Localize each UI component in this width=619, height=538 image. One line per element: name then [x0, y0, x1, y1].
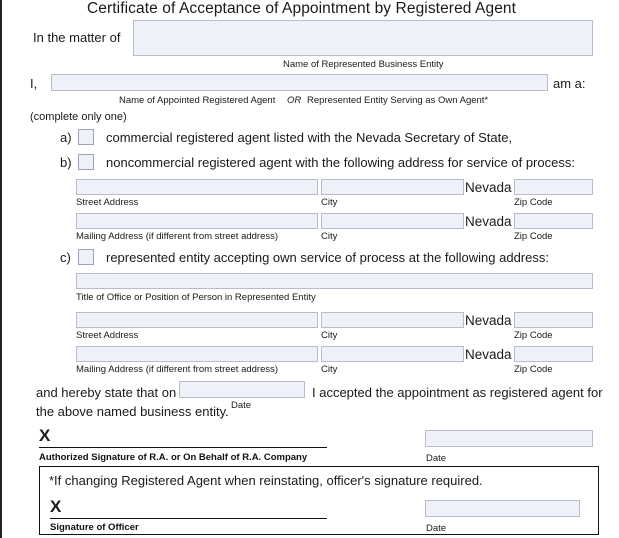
option-b-mailing-city-input[interactable] — [321, 213, 464, 229]
option-a-checkbox[interactable] — [78, 129, 94, 145]
option-b-city-caption: City — [321, 197, 338, 208]
option-b-mailing-caption: Mailing Address (if different from street address) — [76, 231, 279, 242]
option-c-label: represented entity accepting own service of process at the following address: — [106, 250, 549, 265]
option-c-mailing-city-caption: City — [321, 364, 338, 375]
option-c-mailing-zip-input[interactable] — [514, 346, 593, 362]
agent-signature-caption: Authorized Signature of R.A. or On Behalf of R.A. Company — [39, 452, 308, 463]
appointed-agent-caption-or: OR — [287, 95, 302, 106]
option-c-mailing-caption: Mailing Address (if different from street address) — [76, 364, 279, 375]
option-c-mailing-state-label: Nevada — [465, 347, 512, 362]
agent-signature-date-input[interactable] — [425, 430, 593, 447]
option-c-zip-caption: Zip Code — [514, 330, 553, 341]
officer-notice-text: *If changing Registered Agent when reinstating, officer's signature required. — [49, 473, 483, 488]
officer-signature-line[interactable] — [50, 518, 327, 519]
statement-part3: the above named business entity. — [36, 404, 229, 419]
option-c-city-caption: City — [321, 330, 338, 341]
option-c-mailing-zip-caption: Zip Code — [514, 364, 553, 375]
officer-signature-x-mark: X — [50, 497, 62, 516]
am-a-label: am a: — [553, 76, 586, 91]
option-c-checkbox[interactable] — [78, 249, 94, 265]
option-b-checkbox[interactable] — [78, 154, 94, 170]
agent-line-prefix: I, — [30, 76, 38, 91]
complete-only-one-instruction: (complete only one) — [30, 111, 127, 123]
option-c-title-of-office-caption: Title of Office or Position of Person in Represented Entity — [76, 292, 316, 303]
appointed-agent-caption: Name of Appointed Registered Agent — [119, 95, 276, 106]
option-c-marker: c) — [60, 250, 71, 265]
option-b-mailing-zip-input[interactable] — [514, 213, 593, 229]
option-b-city-input[interactable] — [321, 179, 464, 195]
option-b-street-caption: Street Address — [76, 197, 139, 208]
option-c-mailing-city-input[interactable] — [321, 346, 464, 362]
option-c-state-label: Nevada — [465, 313, 512, 328]
agent-signature-date-caption: Date — [426, 453, 447, 464]
option-b-state-label: Nevada — [465, 180, 512, 195]
option-c-street-input[interactable] — [76, 312, 318, 328]
agent-signature-line[interactable] — [39, 447, 327, 448]
business-entity-name-input[interactable] — [133, 20, 593, 56]
option-c-title-of-office-input[interactable] — [76, 273, 593, 289]
option-b-label: noncommercial registered agent with the following address for service of process: — [106, 155, 575, 170]
option-b-marker: b) — [60, 155, 72, 170]
officer-signature-caption: Signature of Officer — [50, 522, 139, 533]
option-c-zip-input[interactable] — [514, 312, 593, 328]
option-c-street-caption: Street Address — [76, 330, 139, 341]
option-a-label: commercial registered agent listed with the Nevada Secretary of State, — [106, 130, 513, 145]
option-b-mailing-input[interactable] — [76, 213, 318, 229]
page-title: Certificate of Acceptance of Appointment by Registered Agent — [87, 0, 517, 17]
option-b-mailing-zip-caption: Zip Code — [514, 231, 553, 242]
acceptance-date-caption: Date — [231, 400, 252, 411]
statement-part1: and hereby state that on — [36, 385, 177, 400]
registered-agent-name-input[interactable] — [51, 74, 548, 91]
option-b-street-input[interactable] — [76, 179, 318, 195]
option-b-zip-caption: Zip Code — [514, 197, 553, 208]
option-b-zip-input[interactable] — [514, 179, 593, 195]
in-the-matter-of-label: In the matter of — [33, 30, 121, 45]
own-agent-caption: Represented Entity Serving as Own Agent* — [307, 95, 489, 106]
option-c-mailing-input[interactable] — [76, 346, 318, 362]
option-b-mailing-state-label: Nevada — [465, 214, 512, 229]
option-a-marker: a) — [60, 130, 72, 145]
agent-signature-x-mark: X — [39, 426, 51, 445]
option-b-mailing-city-caption: City — [321, 231, 338, 242]
officer-signature-date-input[interactable] — [425, 500, 580, 517]
acceptance-date-input[interactable] — [179, 381, 305, 398]
option-c-city-input[interactable] — [321, 312, 464, 328]
business-entity-name-caption: Name of Represented Business Entity — [283, 59, 444, 70]
statement-part2: I accepted the appointment as registered agent for — [312, 385, 603, 400]
officer-signature-date-caption: Date — [426, 523, 447, 534]
